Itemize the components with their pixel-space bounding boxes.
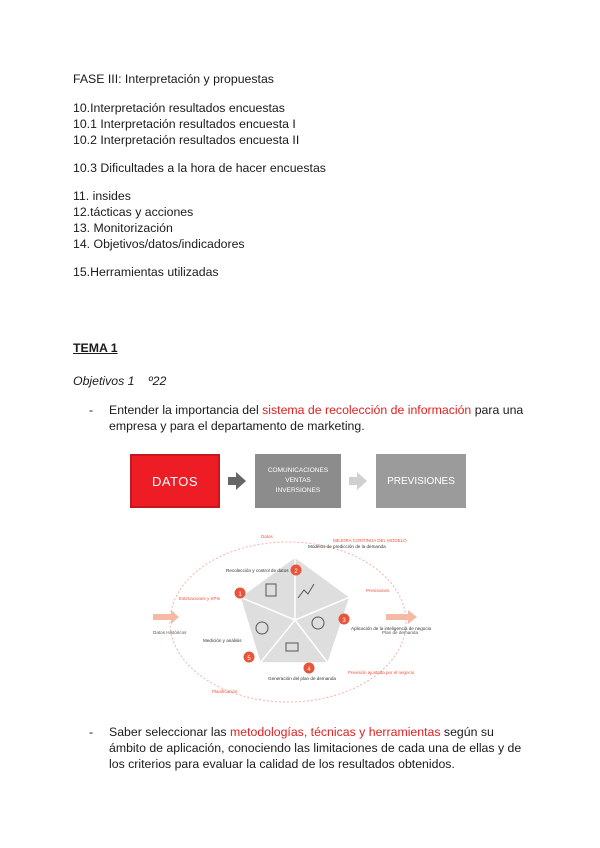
arrow-stem [349, 477, 357, 485]
highlighted-text: sistema de recolección de información [262, 403, 472, 417]
node-number: 4 [307, 667, 311, 673]
arrow-right-icon [236, 472, 246, 490]
arrow-right-icon [357, 472, 367, 490]
text-run: según su ámbito de aplicación, conociendo las limitaciones de cada una de ellas y de los criterios para evaluar la calidad de los resultados obtenidos. [109, 725, 522, 771]
demand-cycle-diagram [148, 530, 438, 708]
bullet-marker: - [89, 403, 94, 417]
bullet-text [109, 724, 529, 772]
input-label: Datos Históricos [153, 630, 187, 635]
node-number: 5 [247, 656, 251, 662]
node-label: Medición y análisis [203, 638, 242, 643]
node-number: 1 [238, 592, 242, 598]
box-line: VENTAS [285, 477, 311, 484]
node-label: Recolección y control de datos [226, 568, 289, 573]
orbit-label: MEJORA CONTINUA DEL MODELO [333, 538, 407, 543]
bullet-text [109, 402, 529, 434]
bullet-marker: - [89, 725, 94, 739]
cycle-node-2 [291, 565, 302, 576]
text-run: para una empresa y para el departamento de marketing. [109, 403, 524, 433]
output-arrow-icon [386, 610, 417, 624]
orbit-label: Estimaciones y KPIs [179, 596, 221, 601]
text-run: Entender la importancia del [109, 403, 263, 417]
outline-item: 10.3 Dificultades a la hora de hacer encuestas [73, 161, 326, 175]
previsiones-box: PREVISIONES [376, 454, 466, 508]
outline-item: 14. Objetivos/datos/indicadores [73, 237, 245, 251]
node-number: 2 [294, 569, 298, 575]
cycle-node-4 [304, 663, 315, 674]
outline-item: 13. Monitorización [73, 221, 173, 235]
arrow-stem [228, 477, 236, 485]
cycle-node-5 [244, 652, 255, 663]
outline-item: 15.Herramientas utilizadas [73, 265, 219, 279]
outline-item: 10.1 Interpretación resultados encuesta I [73, 117, 296, 131]
cycle-node-1 [235, 588, 246, 599]
outline-item: 11. insides [73, 189, 131, 203]
outline-item: 10.Interpretación resultados encuestas [73, 101, 285, 115]
outline-item: 10.2 Interpretación resultados encuesta II [73, 133, 300, 147]
input-arrow-icon [153, 610, 179, 624]
outline-item: 12.tácticas y acciones [73, 205, 194, 219]
box-line: COMUNICACIONES [267, 467, 329, 474]
node-number: 3 [342, 618, 346, 624]
orbit-label: Planificación [212, 689, 238, 694]
orbit-label: Previsión ajustada por el negocio [348, 670, 415, 675]
text-run: Saber seleccionar las [109, 725, 230, 739]
orbit-label: Datos [261, 534, 273, 539]
output-label: Plan de demanda [382, 630, 419, 635]
node-label: Modelos de predicción de la demanda [308, 544, 386, 549]
objectives-label: Objetivos 1 º22 [73, 374, 167, 388]
datos-box: DATOS [130, 454, 220, 508]
section-heading: TEMA 1 [73, 341, 118, 355]
node-label: Aplicación de la inteligencia de negocio [351, 626, 432, 631]
comunicaciones-box [255, 454, 341, 508]
node-label: Generación del plan de demanda [268, 676, 336, 681]
highlighted-text: metodologías, técnicas y herramientas [229, 725, 441, 739]
orbit-label: Previsiones [366, 588, 390, 593]
box-line: INVERSIONES [275, 487, 321, 494]
cycle-node-3 [339, 614, 350, 625]
phase-title: FASE III: Interpretación y propuestas [73, 72, 274, 86]
